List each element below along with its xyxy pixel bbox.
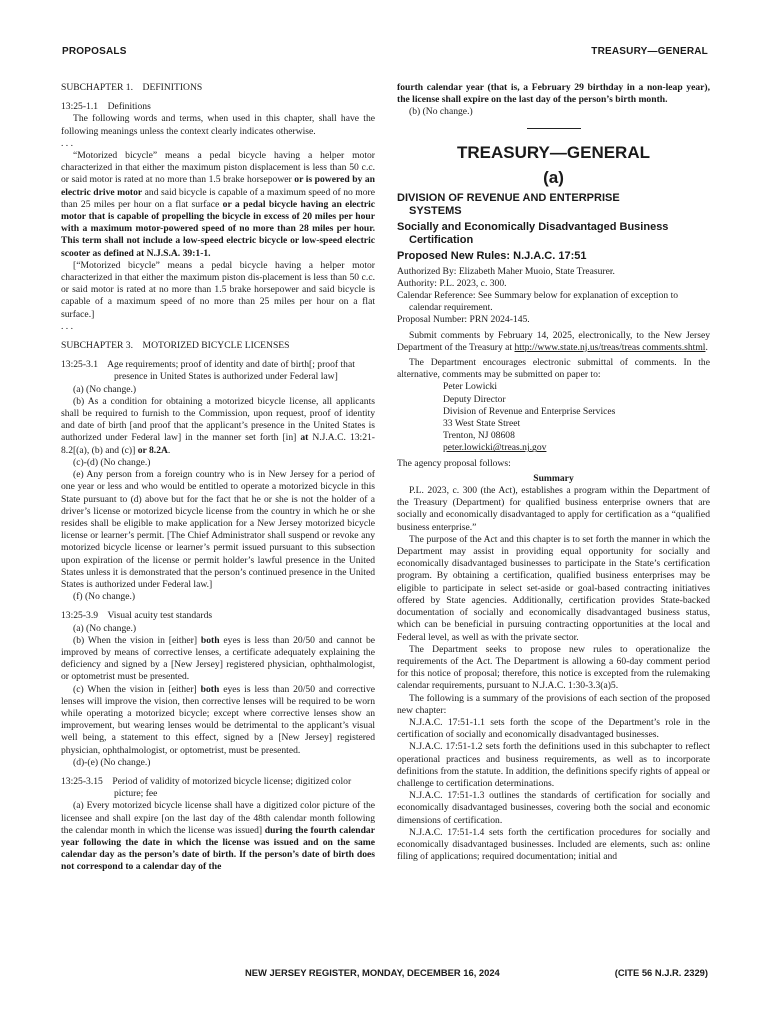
paragraph: P.L. 2023, c. 300 (the Act), establishes a program within the Department of the Treasury (Department) for qualified business enterprise owners that are socially and economically disadvantaged to apply for certification as a “qualified business enterprise.”: [397, 485, 710, 533]
authority: Authority: P.L. 2023, c. 300.: [397, 277, 507, 289]
section-divider: [527, 128, 581, 129]
paragraph: The Department encourages electronic submittal of comments. In the alternative, comments may be submitted on paper to:: [397, 357, 710, 381]
deleted-definition: [“Motorized bicycle” means a pedal bicycle having a helper motor characterized in that either the maximum piston dis-placement is less than 50 c.c. or said motor is rated at no more than 1.5 brake horsepower and said bicycle is capable of a maximum speed of no more than 25 miles per hour on a flat surface.]: [61, 259, 375, 320]
paragraph: N.J.A.C. 17:51-1.3 outlines the standards of certification for socially and economically disadvantaged businesses, covering both the social and economic dimensions of certification.: [397, 790, 710, 826]
paragraph: (b) As a condition for obtaining a motorized bicycle license, all applicants shall be required to furnish to the Commission, upon request, proof of identity and date of birth [and proof that the applicant’s presence in the United States is authorized under Federal law] in the manner set forth [in] at N.J.A.C. 13:21-8.2[(a), (b) and (c)] or 8.2A.: [61, 395, 375, 456]
paragraph: (b) When the vision in [either] both eyes is less than 20/50 and cannot be improved by means of corrective lenses, a certificate adequately explaining the deficiency and signed by a [New Jersey] registered physician, ophthalmologist, or optometrist must be presented.: [61, 634, 376, 683]
paragraph: (d)-(e) (No change.): [73, 756, 151, 768]
division-heading: DIVISION OF REVENUE AND ENTERPRISE SYSTEMS: [397, 191, 620, 217]
proposed-rules-heading: Proposed New Rules: N.J.A.C. 17:51: [397, 249, 587, 262]
paragraph: (c)-(d) (No change.): [73, 456, 151, 468]
mailing-address: [397, 381, 710, 454]
footer-publication: NEW JERSEY REGISTER, MONDAY, DECEMBER 16, 2024: [245, 967, 500, 978]
running-header-right: TREASURY—GENERAL: [591, 46, 708, 57]
paragraph: The purpose of the Act and this chapter is to set forth the manner in which the Department may assist in providing equal opportunity for socially and economically disadvantaged businesses to participate in the State’s certification program. By obtaining a certification, qualified business enterprises may be eligible to participate in select set-aside or goal-based contracting initiatives offered by State agencies. Additionally, certification provides State-backed documentation of socially and economically disadvantaged business status, which can be beneficial in pursuing contracting opportunities at the local and Federal level, as well as with the private sector.: [397, 533, 710, 643]
submit-comments: Submit comments by February 14, 2025, electronically, to the New Jersey Department of the Treasury at http://www.state.nj.us/treas/treas comments.shtml.: [397, 329, 710, 353]
subchapter-heading: SUBCHAPTER 1. DEFINITIONS: [61, 82, 203, 93]
topic-heading: Socially and Economically Disadvantaged Business Certification: [397, 220, 669, 246]
proposal-number: Proposal Number: PRN 2024-145.: [397, 314, 530, 326]
address-line: Peter Lowicki: [443, 381, 498, 393]
paragraph: (a) (No change.): [73, 383, 137, 395]
footer-citation: (CITE 56 N.J.R. 2329): [614, 967, 708, 978]
email-link[interactable]: peter.lowicki@treas.nj.gov: [443, 442, 547, 454]
paragraph: (e) Any person from a foreign country who is in New Jersey for a period of one year or less and who would be entitled to operate a motorized bicycle in this State pursuant to (d) above but for the fact that he or she is not the holder of a driver’s license or motorized bicycle license from the country in which he or she resides shall be eligible to make application for a New Jersey motorized bicycle license or learner’s permit. [The Chief Administrator shall suspend or revoke any motorized bicycle license or learner’s permit issued pursuant to this subsection upon expiration of the license or permit holder’s lawful presence in the United States unless it is demonstrated that the person’s continued presence in the United States is authorized under Federal law.]: [61, 469, 375, 590]
address-line: Trenton, NJ 08608: [443, 430, 515, 442]
section-heading: 13:25-3.15 Period of validity of motorized bicycle license; digitized color picture; fee: [61, 775, 354, 800]
paragraph: (b) (No change.): [409, 106, 473, 118]
paragraph: (a) (No change.): [73, 622, 137, 634]
ellipsis: . . .: [61, 320, 73, 332]
section-heading: 13:25-1.1 Definitions: [61, 101, 151, 113]
section-heading: 13:25-3.1 Age requirements; proof of identity and date of birth[; proof that presence in United States is authorized under Federal law]: [61, 359, 358, 383]
address-line: Deputy Director: [443, 393, 506, 405]
running-header-left: PROPOSALS: [62, 46, 127, 57]
item-letter: (a): [543, 167, 564, 187]
comments-link[interactable]: http://www.state.nj.us/treas/treas comments.shtml: [514, 341, 706, 353]
paragraph: (f) (No change.): [73, 591, 136, 603]
section-heading: 13:25-3.9 Visual acuity test standards: [61, 610, 213, 622]
paragraph: (a) Every motorized bicycle license shall have a digitized color picture of the licensee and shall expire [on the last day of the 48th calendar month following the calendar month in which the license was issued] during the fourth calendar year following the date in which the license was issued and on the same calendar day as the person’s date of birth. If the person’s date of birth does not correspond to a calendar day of the: [61, 800, 375, 873]
authorized-by: Authorized By: Elizabeth Maher Muoio, State Treasurer.: [397, 265, 615, 277]
left-column: [61, 82, 375, 874]
right-column: [397, 82, 710, 863]
ellipsis: . . .: [61, 137, 73, 149]
calendar-reference: Calendar Reference: See Summary below for explanation of exception to calendar requirement.: [397, 290, 679, 314]
address-line: Division of Revenue and Enterprise Services: [443, 405, 616, 417]
agency-proposal-follows: The agency proposal follows:: [397, 457, 511, 469]
paragraph: The Department seeks to propose new rules to operationalize the requirements of the Act. The Department is allowing a 60-day comment period for this notice of proposal; therefore, this notice is excepted from the rulemaking calendar requirements, pursuant to N.J.A.C. 1:30-3.3(a)5.: [397, 643, 710, 692]
paragraph: N.J.A.C. 17:51-1.4 sets forth the certification procedures for socially and economically disadvantaged businesses. Included are elements, such as: online filing of applications; required documentation; initial and: [397, 826, 710, 863]
paragraph: The following is a summary of the provisions of each section of the proposed new chapter:: [397, 692, 710, 716]
definition-motorized-bicycle: “Motorized bicycle” means a pedal bicycle having a helper motor characterized in that either the maximum piston displacement is less than 50 c.c. or said motor is rated at no more than 1.5 brake horsepower or is powered by an electric drive motor and said bicycle is capable of a maximum speed of no more than 25 miles per hour on a flat surface or a pedal bicycle having an electric motor that is capable of propelling the bicycle in excess of 20 miles per hour with a maximum motor-powered speed of no more than 28 miles per hour. This term shall not include a low-speed electric bicycle or low-speed electric scooter as defined at N.J.S.A. 39:1-1.: [61, 150, 376, 259]
paragraph: The following words and terms, when used in this chapter, shall have the following meanings unless the context clearly indicates otherwise.: [61, 113, 375, 137]
summary-heading: Summary: [533, 472, 574, 484]
paragraph: (c) When the vision in [either] both eyes is less than 20/50 and corrective lenses will improve the vision, then corrective lenses will be required to be worn while operating a motorized bicycle; except where corrective lenses show an improvement, but wearing lenses would be detrimental to the applicant’s visual well being, a statement to this effect, signed by a [New Jersey] registered physician, ophthalmologist, or optometrist, must be presented.: [61, 683, 375, 756]
subchapter-heading: SUBCHAPTER 3. MOTORIZED BICYCLE LICENSES: [61, 340, 290, 352]
paragraph: N.J.A.C. 17:51-1.2 sets forth the definitions used in this subchapter to reflect operational practices and business requirements, as well as to incorporate definitions from the statute. In addition, the definitions specify rights of appeal or challenge to certification determinations.: [397, 741, 710, 789]
address-line: 33 West State Street: [443, 418, 521, 430]
agency-title: TREASURY—GENERAL: [457, 142, 650, 162]
paragraph-continued: fourth calendar year (that is, a February 29 birthday in a non-leap year), the license shall expire on the last day of the person’s birth month.: [397, 82, 710, 106]
paragraph: N.J.A.C. 17:51-1.1 sets forth the scope of the Department’s role in the certification of socially and economically disadvantaged businesses.: [397, 716, 710, 741]
